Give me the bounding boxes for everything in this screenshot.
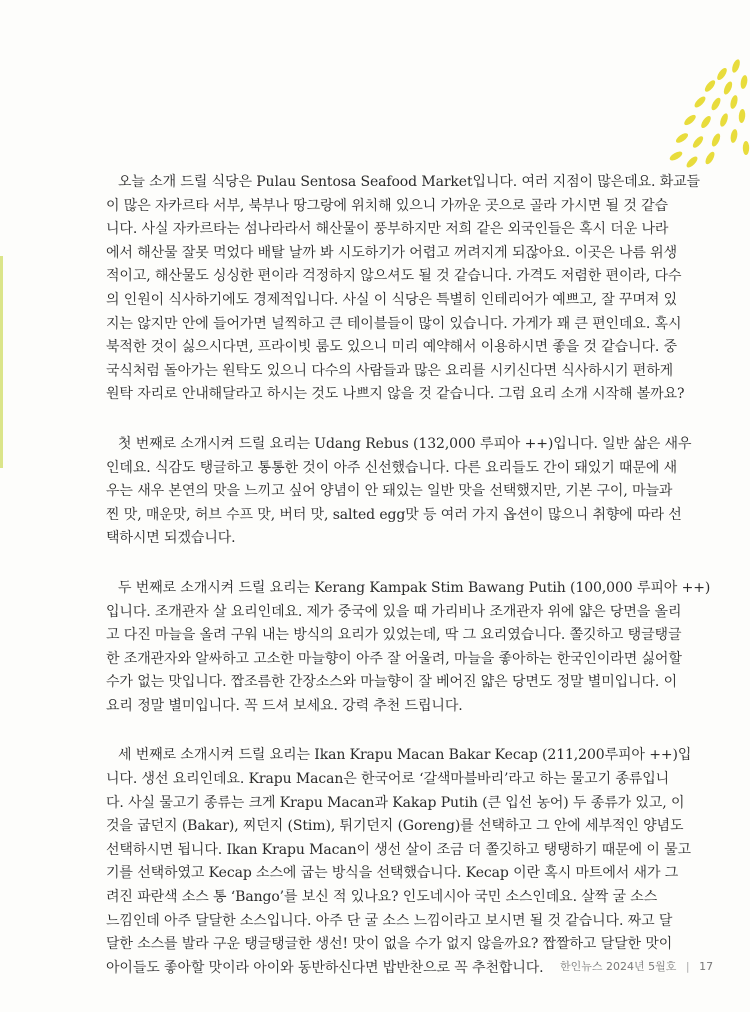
paragraph-line: 국식처럼 돌아가는 원탁도 있으니 다수의 사람들과 많은 요리를 시키신다면 식사하시기 편하게 [106, 362, 674, 379]
paragraph-line: 니다. 사실 자카르타는 섬나라라서 해산물이 풍부하지만 저희 같은 외국인들은 혹시 더운 나라 [106, 221, 669, 238]
paragraph-line: 요리 정말 별미입니다. 꼭 드셔 보세요. 강력 추천 드립니다. [106, 697, 463, 714]
publication-name: 한인뉴스 2024년 5월호 [560, 960, 677, 973]
paragraph-line: 다. 사실 물고기 종류는 크게 Krapu Macan과 Kakap Putih (큰 입선 농어) 두 종류가 있고, 이 [106, 794, 685, 811]
paragraph-line: 달한 소스를 발라 구운 탱글탱글한 생선! 맛이 없을 수가 없지 않을까요? 짭짤하고 달달한 맛이 [106, 936, 673, 953]
yellow-leaf-branch-icon [660, 52, 750, 172]
paragraph-line: 두 번째로 소개시켜 드릴 요리는 Kerang Kampak Stim Bawang Putih (100,000 루피아 ++) [118, 579, 711, 596]
paragraph-line: 선택하시면 됩니다. Ikan Krapu Macan이 생선 살이 조금 더 쫄깃하고 탱탱하기 때문에 이 물고 [106, 841, 691, 858]
paragraph-line: 입니다. 조개관자 살 요리인데요. 제가 중국에 있을 때 가리비나 조개관자 위에 얇은 당면을 올리 [106, 603, 682, 620]
paragraph-line: 에서 해산물 잘못 먹었다 배탈 날까 봐 시도하기가 어렵고 꺼려지게 되잖아요. 이곳은 나름 위생 [106, 244, 678, 261]
paragraph-line: 원탁 자리로 안내해달라고 하시는 것도 나쁘지 않을 것 같습니다. 그럼 요리 소개 시작해 볼까요? [106, 386, 685, 403]
article-paragraph [106, 433, 710, 551]
paragraph-line: 북적한 것이 싫으시다면, 프라이빗 룸도 있으니 미리 예약해서 이용하시면 좋을 것 같습니다. 중 [106, 339, 678, 356]
paragraph-line: 한 조개관자와 알싸하고 고소한 마늘향이 아주 잘 어울려, 마늘을 좋아하는 한국인이라면 싫어할 [106, 650, 682, 667]
paragraph-line: 의 인원이 식사하기에도 경제적입니다. 사실 이 식당은 특별히 인테리어가 예쁘고, 잘 꾸며져 있 [106, 291, 678, 308]
article-paragraph [106, 744, 710, 980]
paragraph-line: 아이들도 좋아할 맛이라 아이와 동반하신다면 밥반찬으로 꼭 추천합니다. [106, 959, 544, 976]
paragraph-line: 인데요. 식감도 탱글하고 통통한 것이 아주 신선했습니다. 다른 요리들도 간이 돼있기 때문에 새 [106, 459, 678, 476]
paragraph-line: 택하시면 되겠습니다. [106, 530, 236, 547]
paragraph-line: 고 다진 마늘을 올려 구워 내는 방식의 요리가 있었는데, 딱 그 요리였습니다. 쫄깃하고 탱글탱글 [106, 627, 682, 644]
page-footer [560, 958, 730, 974]
paragraph-line: 적이고, 해산물도 싱싱한 편이라 걱정하지 않으셔도 될 것 같습니다. 가격도 저렴한 편이라, 다수 [106, 268, 682, 285]
paragraph-line: 찐 맛, 매운맛, 허브 수프 맛, 버터 맛, salted egg맛 등 여러 가지 옵션이 많으니 취향에 따라 선 [106, 506, 682, 523]
paragraph-line: 기를 선택하였고 Kecap 소스에 굽는 방식을 선택했습니다. Kecap 이란 혹시 마트에서 새가 그 [106, 865, 679, 882]
paragraph-line: 첫 번째로 소개시켜 드릴 요리는 Udang Rebus (132,000 루피아 ++)입니다. 일반 삶은 새우 [118, 435, 692, 452]
paragraph-line: 것을 굽던지 (Bakar), 찌던지 (Stim), 튀기던지 (Goreng)를 선택하고 그 안에 세부적인 양념도 [106, 818, 684, 835]
margin-accent-rule [0, 256, 3, 468]
paragraph-line: 느낌인데 아주 달달한 소스입니다. 아주 단 굴 소스 느낌이라고 보시면 될 것 같습니다. 짜고 달 [106, 912, 673, 929]
footer-separator: | [685, 960, 690, 973]
article-paragraph [106, 577, 710, 719]
paragraph-line: 세 번째로 소개시켜 드릴 요리는 Ikan Krapu Macan Bakar Kecap (211,200루피아 ++)입 [118, 747, 692, 764]
paragraph-line: 우는 새우 본연의 맛을 느끼고 싶어 양념이 안 돼있는 일반 맛을 선택했지만, 기본 구이, 마늘과 [106, 483, 673, 500]
paragraph-line: 이 많은 자카르타 서부, 북부나 땅그랑에 위치해 있으니 가까운 곳으로 골라 가시면 될 것 같습 [106, 197, 668, 214]
page-number: 17 [699, 960, 714, 973]
paragraph-line: 려진 파란색 소스 통 ‘Bango’를 보신 적 있나요? 인도네시아 국민 소스인데요. 살짝 굴 소스 [106, 889, 658, 906]
article-body [106, 171, 710, 1006]
article-paragraph [106, 171, 710, 407]
paragraph-line: 니다. 생선 요리인데요. Krapu Macan은 한국어로 ‘갈색마블바리’라고 하는 물고기 종류입니 [106, 771, 670, 788]
paragraph-line: 수가 없는 맛입니다. 짭조름한 간장소스와 마늘향이 잘 베어진 얇은 당면도 정말 별미입니다. 이 [106, 674, 678, 691]
paragraph-line: 지는 않지만 안에 들어가면 널찍하고 큰 테이블들이 많이 있습니다. 가게가 꽤 큰 편인데요. 혹시 [106, 315, 682, 332]
paragraph-line: 오늘 소개 드릴 식당은 Pulau Sentosa Seafood Market입니다. 여러 지점이 많은데요. 화교들 [118, 174, 700, 190]
